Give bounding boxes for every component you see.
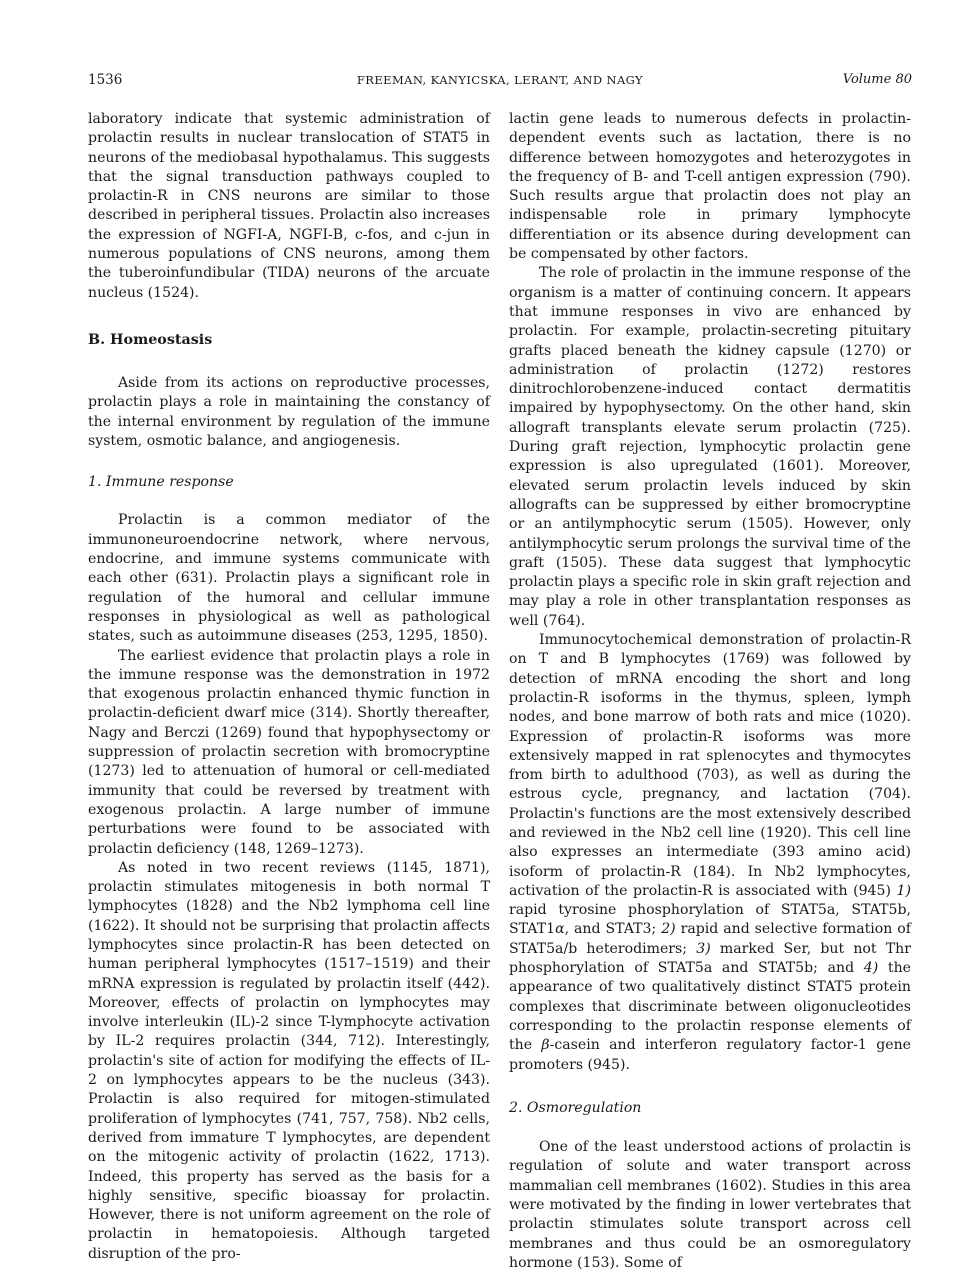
greek-beta: β [541, 1037, 550, 1054]
list-marker-4: 4) [863, 960, 879, 977]
running-head-volume: Volume 80 [842, 72, 912, 87]
text-run: Immunocytochemical demonstration of prolactin-R on T and B lymphocytes (1769) was followed by detection of mRNA encoding the short and long prolactin-R isoforms in the thymus, spleen, lymph nodes, and bone marrow of both rats and mice (1020). Expression of prolactin-R isoforms was more extensively mapped in rat splenocytes and thymocytes from birth to adulthood (703), as well as during the estrous cycle, pregnancy, and lactation (704). Prolactin's functions are the most extensively described and reviewed in the Nb2 cell line (1920). This cell line also expresses an intermediate (393 amino acid) isoform of prolactin-R (184). In Nb2 lymphocytes, activation of the prolactin-R is associated with (945) [509, 632, 911, 899]
section-heading-homeostasis: B. Homeostasis [88, 331, 213, 348]
greek-alpha: α [555, 921, 565, 938]
text-run: -casein and interferon regulatory factor-1 gene promoters (945). [509, 1037, 911, 1073]
text-run: rapid tyrosine phosphorylation of STAT5a, STAT5b, STAT1 [509, 902, 911, 938]
text-run: marked Ser, but not Thr phosphorylation of STAT5a and STAT5b; and [509, 940, 911, 977]
left-column [88, 110, 490, 1264]
paragraph-osmoregulation: One of the least understood actions of prolactin is regulation of solute and water transport across mammalian cell membranes (1602). Studies in this area were motivated by the finding in lower vertebrates that prolactin stimulates solute transport across cell membranes and thus could be an osmoregulatory hormone (153). Some of [509, 1139, 911, 1271]
paragraph-immune-2: The earliest evidence that prolactin plays a role in the immune response was the demonstration in 1972 that exogenous prolactin enhanced thymic function in prolactin-deficient dwarf mice (314). Shortly thereafter, Nagy and Berczi (1269) found that hypophysectomy or suppression of prolactin secretion with bromocryptine (1273) led to attenuation of humoral or cell-mediated immunity that could be reversed by treatment with exogenous prolactin. A large number of immune perturbations were found to be associated with prolactin deficiency (148, 1269–1273). [88, 647, 490, 857]
paragraph-continued: lactin gene leads to numerous defects in prolactin-dependent events such as lactation, there is no difference between homozygotes and heterozygotes in the frequency of B- and T-cell antigen expression (790). Such results argue that prolactin does not play an indispensable role in primary lymphocyte differentiation or its absence during development can be compensated by other factors. [509, 111, 911, 263]
paragraph-homeostasis: Aside from its actions on reproductive processes, prolactin plays a role in maintaining the constancy of the internal environment by regulation of the immune system, osmotic balance, and angiogenesis. [88, 374, 490, 449]
list-marker-3: 3) [696, 940, 711, 957]
paragraph-immunocytochemical [509, 631, 911, 1075]
subsection-heading-immune-response: 1. Immune response [88, 474, 234, 491]
right-column [509, 110, 911, 1273]
paragraph-immune-1: Prolactin is a common mediator of the immunoneuroendocrine network, where nervous, endocrine, and immune systems communicate with each other (631). Prolactin plays a significant role in regulation of the humoral and cellular immune responses in physiological as well as pathological states, such as autoimmune diseases (253, 1295, 1850). [88, 512, 490, 645]
text-run: the appearance of two qualitatively distinct STAT5 protein complexes that discriminate between oligonucleotides corresponding to the prolactin response elements of the [509, 960, 912, 1054]
paragraph-immune-role: The role of prolactin in the immune response of the organism is a matter of continuing concern. It appears that immune responses in vivo are enhanced by prolactin. For example, prolactin-secreting pituitary grafts placed beneath the kidney capsule (1270) or administration of prolactin (1272) restores dinitrochlorobenzene-induced contact dermatitis impaired by hypophysectomy. On the other hand, skin allograft transplants elevate serum prolactin (725). During graft rejection, lymphocytic prolactin gene expression is also upregulated (1601). Moreover, elevated serum prolactin levels induced by skin allografts can be suppressed by either bromocryptine or an antilymphocytic serum (1505). However, only antilymphocytic serum prolongs the survival time of the graft (1505). These data suggest that lymphocytic prolactin plays a specific role in skin graft rejection and may play a role in other transplantation responses as well (764). [509, 265, 911, 629]
text-run: , and STAT3; [564, 921, 662, 938]
paragraph-intro-continued: laboratory indicate that systemic administration of prolactin results in nuclear translocation of STAT5 in neurons of the mediobasal hypothalamus. This suggests that the signal transduction pathways coupled to prolactin-R in CNS neurons are similar to those described in peripheral tissues. Prolactin also increases the expression of NGFI-A, NGFI-B, c-fos, and c-jun in numerous populations of CNS neurons, among them the tuberoinfundibular (TIDA) neurons of the arcuate nucleus (1524). [88, 111, 490, 301]
paragraph-immune-3: As noted in two recent reviews (1145, 1871), prolactin stimulates mitogenesis in both normal T lymphocytes (1828) and the Nb2 lymphoma cell line (1622). It should not be surprising that prolactin affects lymphocytes since prolactin-R has been detected on human peripheral lymphocytes (1517–1519) and their mRNA expression is regulated by prolactin itself (442). Moreover, effects of prolactin on lymphocytes may involve interleukin (IL)-2 since T-lymphocyte activation by IL-2 requires prolactin (344, 712). Interestingly, prolactin's site of action for modifying the effects of IL-2 on lymphocytes appears to be the nucleus (343). Prolactin is also required for mitogen-stimulated proliferation of lymphocytes (741, 757, 758). Nb2 cells, derived from immature T lymphocytes, are dependent on the mitogenic activity of prolactin (1622, 1713). Indeed, this property has served as the basis for a highly sensitive, specific bioassay for prolactin. However, there is not uniform agreement on the role of prolactin in hematopoiesis. Although targeted disruption of the pro- [88, 859, 490, 1262]
text-run: rapid and selective formation of STAT5a/b heterodimers; [509, 921, 911, 957]
list-marker-1: 1) [896, 882, 911, 899]
running-head-authors: FREEMAN, KANYICSKA, LERANT, AND NAGY [356, 73, 644, 87]
page-number: 1536 [88, 72, 123, 88]
running-head [88, 72, 912, 92]
subsection-heading-osmoregulation: 2. Osmoregulation [509, 1099, 642, 1116]
list-marker-2: 2) [661, 921, 676, 938]
